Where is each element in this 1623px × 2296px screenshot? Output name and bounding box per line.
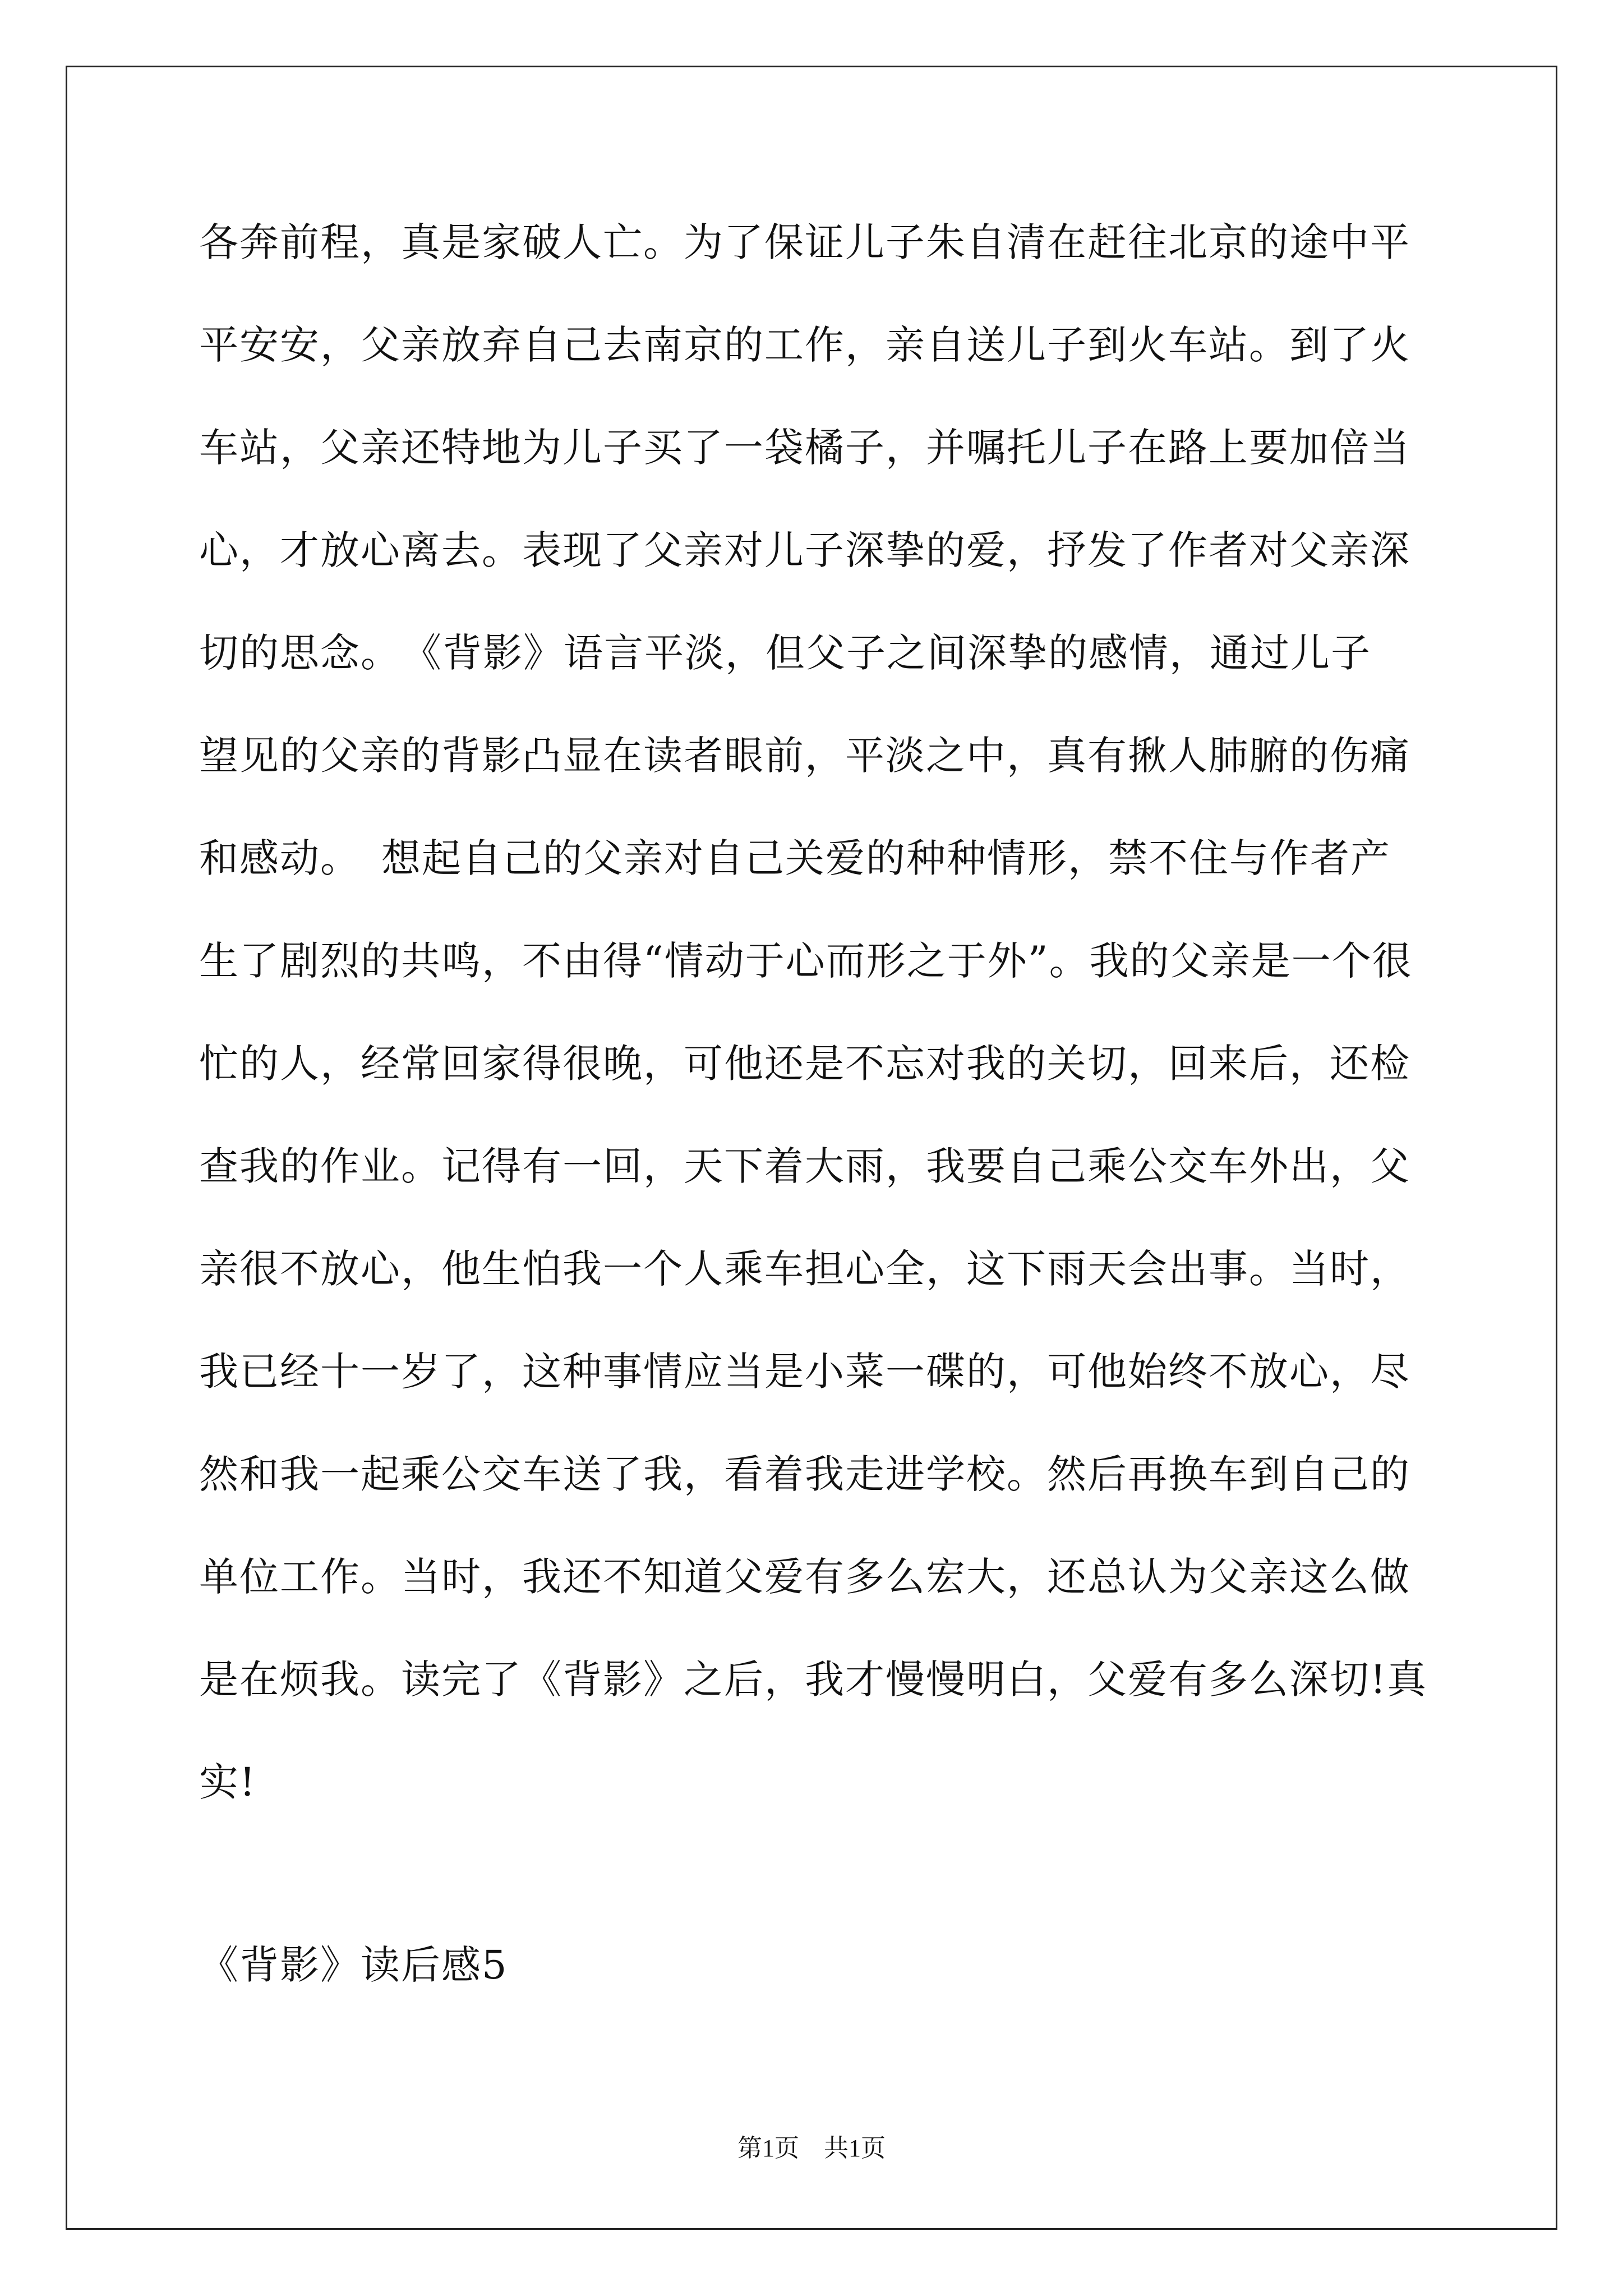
text-line: 生了剧烈的共鸣，不由得“情动于心而形之于外”。我的父亲是一个很 (199, 938, 1413, 984)
text-line: 心，才放心离去。表现了父亲对儿子深挚的爱，抒发了作者对父亲深 (199, 527, 1410, 573)
text-line: 然和我一起乘公交车送了我，看着我走进学校。然后再换车到自己的 (199, 1451, 1410, 1497)
text-line: 车站，父亲还特地为儿子买了一袋橘子，并嘱托儿子在路上要加倍当 (199, 425, 1410, 471)
section-heading: 《背影》读后感5 (199, 1942, 508, 1988)
text-line: 平安安，父亲放弃自己去南京的工作，亲自送儿子到火车站。到了火 (199, 322, 1410, 368)
text-line: 实! (199, 1759, 257, 1805)
text-line: 各奔前程，真是家破人亡。为了保证儿子朱自清在赶往北京的途中平 (199, 219, 1410, 265)
text-line: 切的思念。 《背影》语言平淡，但父子之间深挚的感情，通过儿子 (199, 630, 1371, 676)
text-line: 查我的作业。记得有一回，天下着大雨，我要自己乘公交车外出，父 (199, 1143, 1410, 1189)
text-line: 单位工作。当时，我还不知道父爱有多么宏大，还总认为父亲这么做 (199, 1554, 1410, 1600)
document-body (199, 211, 1433, 1854)
page-footer: 第1页 共1页 (737, 2134, 886, 2162)
text-line: 忙的人，经常回家得很晚，可他还是不忘对我的关切，回来后，还检 (199, 1041, 1410, 1087)
text-line: 是在烦我。读完了《背影》之后，我才慢慢明白，父爱有多么深切!真 (199, 1657, 1428, 1703)
text-line: 我已经十一岁了，这种事情应当是小菜一碟的，可他始终不放心，尽 (199, 1349, 1410, 1395)
text-line: 亲很不放心，他生怕我一个人乘车担心全，这下雨天会出事。当时， (199, 1246, 1410, 1292)
text-line: 望见的父亲的背影凸显在读者眼前，平淡之中，真有揪人肺腑的伤痛 (199, 733, 1410, 779)
text-line: 和感动。 想起自己的父亲对自己关爱的种种情形，禁不住与作者产 (199, 835, 1391, 881)
